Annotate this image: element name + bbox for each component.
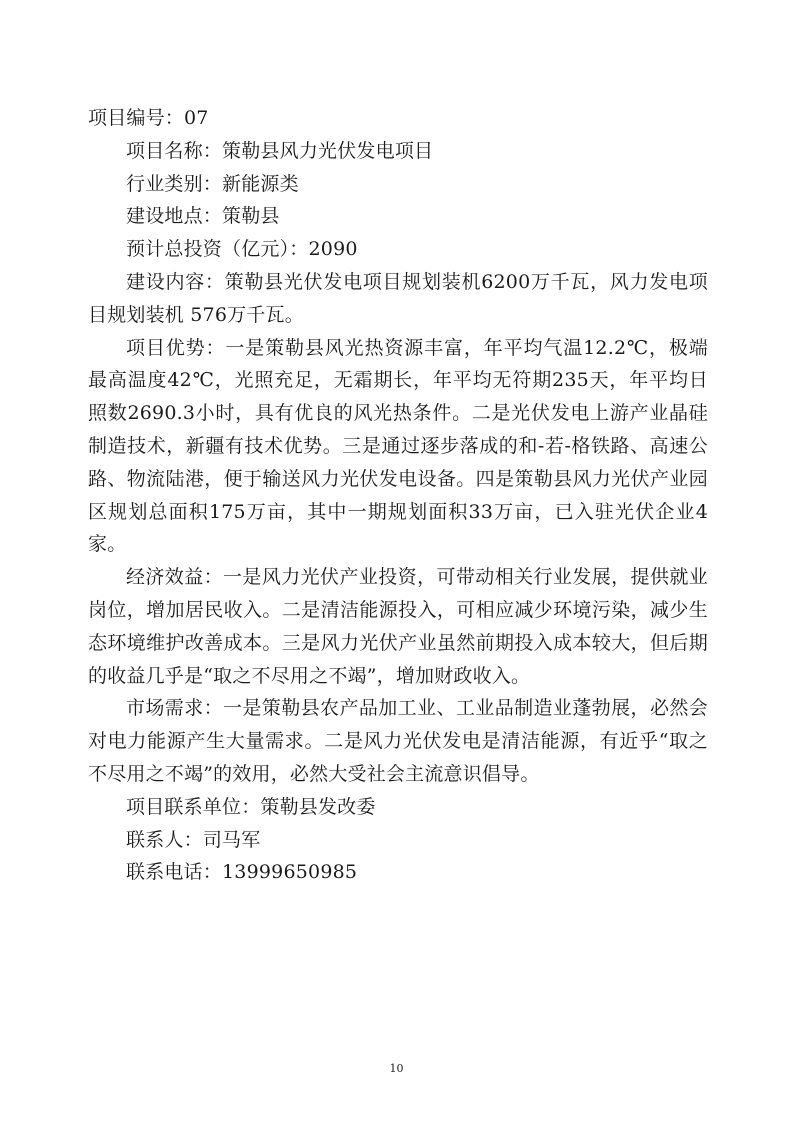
content-value: 策勒县光伏发电项目规划装机6200万千瓦，风力发电项目规划装机 576万千瓦。 bbox=[88, 270, 708, 326]
location-value: 策勒县 bbox=[222, 205, 280, 228]
project-number-value: 07 bbox=[184, 107, 209, 129]
investment-label: 预计总投资（亿元）： bbox=[126, 238, 309, 261]
contact-person-label: 联系人： bbox=[126, 828, 203, 851]
contact-person-value: 司马军 bbox=[202, 828, 261, 851]
contact-unit-label: 项目联系单位： bbox=[126, 795, 261, 818]
project-info bbox=[88, 102, 708, 889]
benefits-value: 一是风力光伏产业投资，可带动相关行业发展，提供就业岗位，增加居民收入。二是清洁能源投入，可相应减少环境污染，减少生态环境维护改善成本。三是风力光伏产业虽然前期投入成本较大，但后期的收益几乎是“取之不尽用之不竭”，增加财政收入。 bbox=[88, 566, 708, 687]
industry-label: 行业类别： bbox=[126, 172, 223, 195]
contact-unit-line bbox=[88, 791, 708, 824]
investment-value: 2090 bbox=[308, 238, 358, 261]
page-number: 10 bbox=[389, 1062, 404, 1075]
content-label: 建设内容： bbox=[126, 270, 225, 293]
contact-phone-value: 13999650985 bbox=[222, 861, 358, 884]
market-paragraph bbox=[88, 692, 708, 790]
market-value: 一是策勒县农产品加工业、工业品制造业蓬勃展，必然会对电力能源产生大量需求。二是风力光伏发电是清洁能源，有近乎“取之不尽用之不竭”的效用，必然大受社会主流意识倡导。 bbox=[88, 697, 708, 785]
project-name-label: 项目名称： bbox=[126, 139, 223, 162]
investment-line bbox=[88, 233, 708, 266]
benefits-label: 经济效益： bbox=[126, 566, 224, 589]
project-number-label: 项目编号： bbox=[88, 107, 185, 129]
contact-phone-line bbox=[88, 856, 708, 889]
benefits-paragraph bbox=[88, 561, 708, 692]
advantages-label: 项目优势： bbox=[126, 336, 226, 359]
content-paragraph bbox=[88, 266, 708, 332]
location-line bbox=[88, 200, 708, 233]
location-label: 建设地点： bbox=[126, 205, 223, 228]
advantages-value: 一是策勒县风光热资源丰富，年平均气温12.2℃，极端最高温度42℃，光照充足，无霜期长，年平均无符期235天，年平均日照数2690.3小时，具有优良的风光热条件。二是光伏发电上游产业晶硅制造技术，新疆有技术优势。三是通过逐步落成的和-若-格铁路、高速公路、物流陆港，便于输送风力光伏发电设备。四是策勒县风力光伏产业园区规划总面积175万亩，其中一期规划面积33万亩，已入驻光伏企业4家。 bbox=[88, 336, 708, 556]
contact-unit-value: 策勒县发改委 bbox=[260, 795, 376, 818]
project-name-line bbox=[88, 135, 708, 168]
contact-phone-label: 联系电话： bbox=[126, 861, 223, 884]
industry-value: 新能源类 bbox=[222, 172, 299, 195]
project-name-value: 策勒县风力光伏发电项目 bbox=[222, 139, 434, 162]
project-number-line bbox=[88, 102, 708, 135]
contact-person-line bbox=[88, 824, 708, 857]
market-label: 市场需求： bbox=[126, 697, 224, 720]
industry-line bbox=[88, 168, 708, 201]
advantages-paragraph bbox=[88, 332, 708, 562]
